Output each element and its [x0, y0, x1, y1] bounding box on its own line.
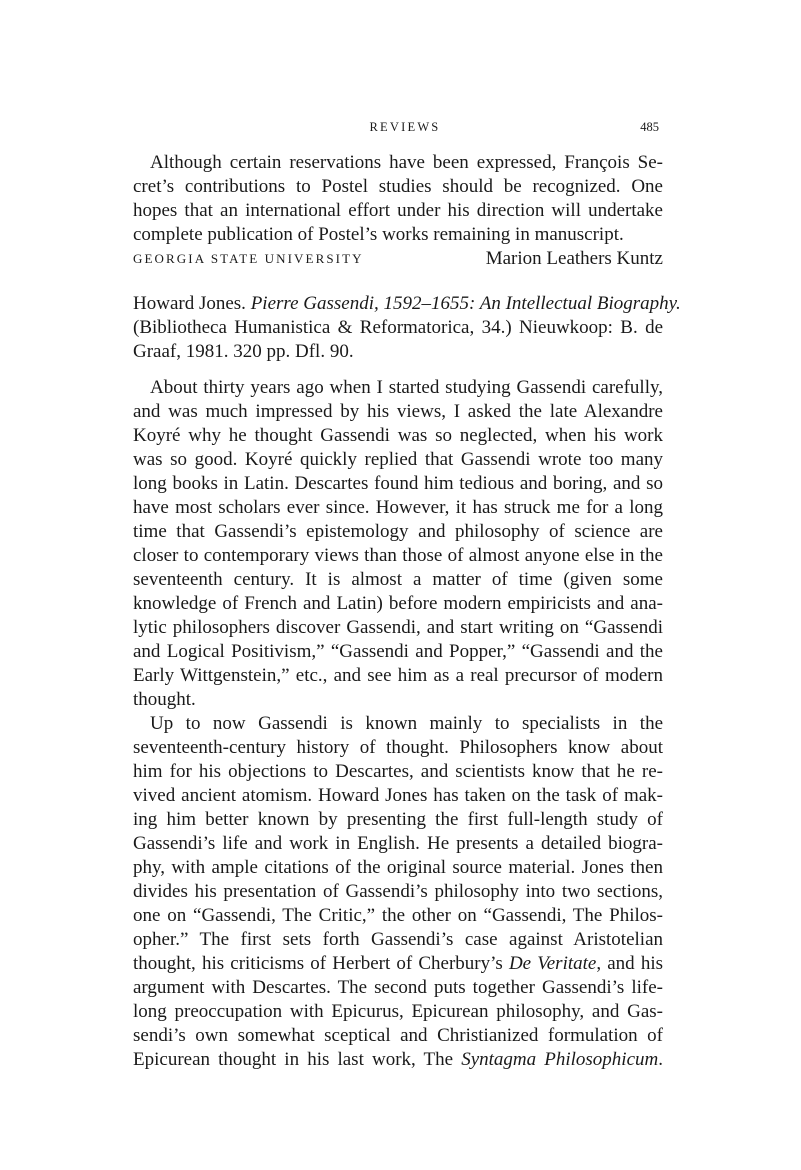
citation-line: (Bibliotheca Humanistica & Reformatorica, 34.) Nieuwkoop: B. de	[133, 317, 663, 338]
work-title-syntagma: Syntagma Philosophicum	[461, 1049, 659, 1070]
text-line	[133, 1048, 663, 1072]
text-line: seventeenth century. It is almost a matter of time (given some	[133, 569, 663, 590]
text-line: and was much impressed by his views, I asked the late Alexandre	[133, 401, 663, 422]
text-line: ing him better known by presenting the first full-length study of	[133, 809, 663, 830]
text-line: Early Wittgenstein,” etc., and see him as a real precursor of modern	[133, 665, 663, 686]
text-line: have most scholars ever since. However, it has struck me for a long	[133, 497, 663, 518]
review-signature	[133, 247, 663, 271]
text-line: hopes that an international effort under his direction will undertake	[133, 200, 663, 221]
text-line: long books in Latin. Descartes found him tedious and boring, and so	[133, 473, 663, 494]
text-line: Although certain reservations have been expressed, François Se-	[150, 152, 663, 173]
citation-line: Graaf, 1981. 320 pp. Dfl. 90.	[133, 341, 354, 362]
text-line	[133, 952, 663, 976]
text-line: knowledge of French and Latin) before modern empiricists and ana-	[133, 593, 663, 614]
text-line: phy, with ample citations of the original source material. Jones then	[133, 857, 663, 878]
text-line: About thirty years ago when I started studying Gassendi carefully,	[150, 377, 663, 398]
text-line: lytic philosophers discover Gassendi, and start writing on “Gassendi	[133, 617, 663, 638]
page-number: 485	[640, 120, 659, 134]
text-span: .	[658, 1049, 663, 1070]
text-line: vived ancient atomism. Howard Jones has taken on the task of mak-	[133, 785, 663, 806]
text-line: Koyré why he thought Gassendi was so neglected, when his work	[133, 425, 663, 446]
text-line: complete publication of Postel’s works remaining in manuscript.	[133, 224, 624, 245]
text-line: long preoccupation with Epicurus, Epicurean philosophy, and Gas-	[133, 1001, 663, 1022]
text-line: time that Gassendi’s epistemology and philosophy of science are	[133, 521, 663, 542]
reviewer-name: Marion Leathers Kuntz	[485, 248, 663, 269]
book-title: Pierre Gassendi, 1592–1655: An Intellectual Biography.	[250, 293, 681, 314]
text-line: closer to contemporary views than those of almost anyone else in the	[133, 545, 663, 566]
text-span: Epicurean thought in his last work, The	[133, 1049, 462, 1070]
text-line: thought.	[133, 689, 196, 710]
running-title: REVIEWS	[369, 120, 441, 134]
text-line: divides his presentation of Gassendi’s philosophy into two sections,	[133, 881, 663, 902]
text-span: thought, his criticisms of Herbert of Cherbury’s	[133, 953, 509, 974]
book-author: Howard Jones.	[133, 293, 246, 314]
text-line: opher.” The first sets forth Gassendi’s case against Aristotelian	[133, 929, 663, 950]
text-line: one on “Gassendi, The Critic,” the other on “Gassendi, The Philos-	[133, 905, 663, 926]
citation-line	[133, 292, 681, 316]
text-line: Up to now Gassendi is known mainly to specialists in the	[150, 713, 663, 734]
reviewer-affiliation: GEORGIA STATE UNIVERSITY	[133, 251, 364, 266]
running-head	[133, 120, 663, 136]
text-line: seventeenth-century history of thought. Philosophers know about	[133, 737, 663, 758]
work-title-de-veritate: De Veritate	[508, 953, 597, 974]
text-line: was so good. Koyré quickly replied that Gassendi wrote too many	[133, 449, 663, 470]
text-line: Gassendi’s life and work in English. He presents a detailed biogra-	[133, 833, 663, 854]
text-line: him for his objections to Descartes, and scientists know that he re-	[133, 761, 663, 782]
text-line: argument with Descartes. The second puts together Gassendi’s life-	[133, 977, 663, 998]
text-line: and Logical Positivism,” “Gassendi and Popper,” “Gassendi and the	[133, 641, 663, 662]
text-line: sendi’s own somewhat sceptical and Christianized formulation of	[133, 1025, 663, 1046]
text-line: cret’s contributions to Postel studies should be recognized. One	[133, 176, 663, 197]
text-span: , and his	[596, 953, 663, 974]
